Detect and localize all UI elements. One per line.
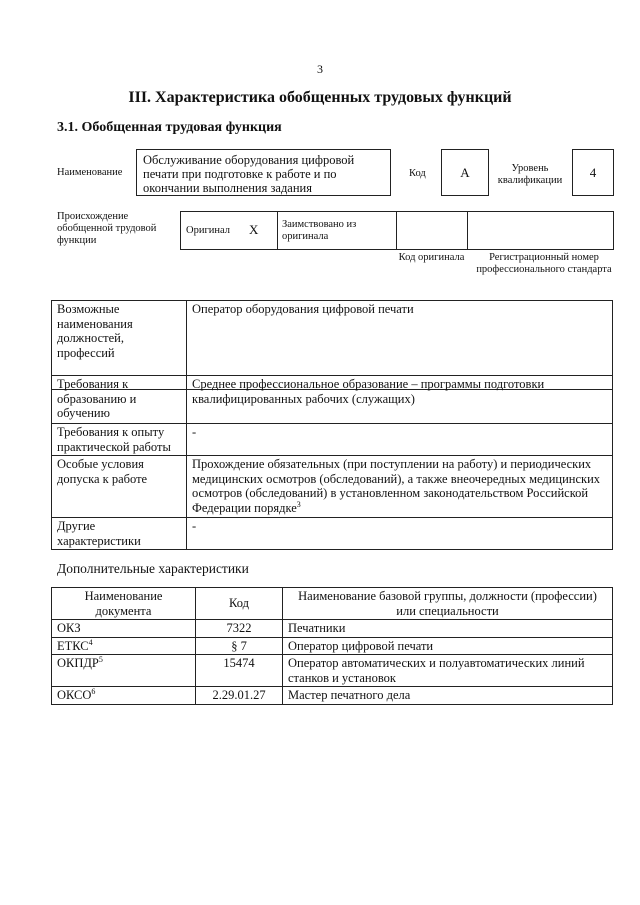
table-row — [52, 620, 613, 638]
req-value-text: Прохождение обязательных (при поступлении на работу) и периодических медицинских осмотров (обследований), а также внеочередных медицинских осмотров (обследований) в установленном законодательством Российской Федерации порядке — [192, 457, 601, 515]
req-label: Особые условия допуска к работе — [52, 456, 187, 518]
doc-name: ЕТКС — [57, 638, 89, 653]
table-row — [52, 687, 613, 705]
doc-cell — [52, 687, 196, 705]
origin-label: Происхождение обобщенной трудовой функции — [57, 211, 157, 246]
code-cell: 7322 — [196, 620, 283, 638]
original-label: Оригинал — [186, 225, 230, 236]
positions-label: Возможные наименования должностей, профессий — [52, 301, 187, 390]
divider — [467, 212, 468, 249]
req-value: - — [187, 518, 613, 550]
divider — [277, 212, 278, 249]
additional-title: Дополнительные характеристики — [57, 561, 249, 576]
caption-code-original: Код оригинала — [398, 252, 465, 263]
col-header: Код — [196, 588, 283, 620]
doc-cell — [52, 620, 196, 638]
code-cell: § 7 — [196, 637, 283, 655]
divider — [396, 212, 397, 249]
req-value: Среднее профессиональное образование – программы подготовки квалифицированных рабочих (служащих) — [187, 376, 613, 424]
requirements-table — [51, 375, 613, 550]
name-cell: Мастер печатного дела — [283, 687, 613, 705]
req-label: Требования к образованию и обучению — [52, 376, 187, 424]
doc-name: ОКСО — [57, 688, 92, 702]
borrowed-label: Заимствовано из оригинала — [282, 219, 357, 242]
footnote-ref: 3 — [296, 499, 301, 509]
page-number: 3 — [317, 62, 323, 76]
name-cell: Печатники — [283, 620, 613, 638]
original-mark: X — [249, 222, 259, 237]
doc-cell — [52, 637, 196, 655]
level-value: 4 — [572, 149, 614, 196]
additional-table — [51, 587, 613, 705]
name-cell: Оператор цифровой печати — [283, 637, 613, 655]
caption-reg-number: Регистрационный номер профессионального стандарта — [476, 252, 612, 275]
code-cell: 2.29.01.27 — [196, 687, 283, 705]
level-label: Уровень квалификации — [497, 163, 563, 186]
req-value: - — [187, 424, 613, 456]
req-label: Требования к опыту практической работы — [52, 424, 187, 456]
col-header: Наименование базовой группы, должности (профессии) или специальности — [283, 588, 613, 620]
code-label: Код — [409, 168, 426, 179]
name-value: Обслуживание оборудования цифровой печати при подготовке к работе и по окончании выполнения задания — [136, 149, 391, 196]
req-label: Другие характеристики — [52, 518, 187, 550]
doc-name: ОКЗ — [57, 621, 81, 635]
subsection-title: 3.1. Обобщенная трудовая функция — [57, 120, 282, 135]
positions-value: Оператор оборудования цифровой печати — [187, 301, 613, 390]
origin-box — [180, 211, 614, 250]
table-row — [52, 637, 613, 655]
name-label: Наименование — [57, 167, 123, 178]
code-cell: 15474 — [196, 655, 283, 687]
table-row — [52, 655, 613, 687]
section-title: III. Характеристика обобщенных трудовых функций — [128, 89, 512, 106]
footnote-ref: 6 — [91, 686, 96, 696]
code-value: A — [441, 149, 489, 196]
footnote-ref: 4 — [88, 637, 93, 647]
doc-cell — [52, 655, 196, 687]
name-cell: Оператор автоматических и полуавтоматических линий станков и установок — [283, 655, 613, 687]
col-header: Наименование документа — [52, 588, 196, 620]
footnote-ref: 5 — [98, 654, 103, 664]
doc-name: ОКПДР — [57, 656, 99, 670]
req-value — [187, 456, 613, 518]
